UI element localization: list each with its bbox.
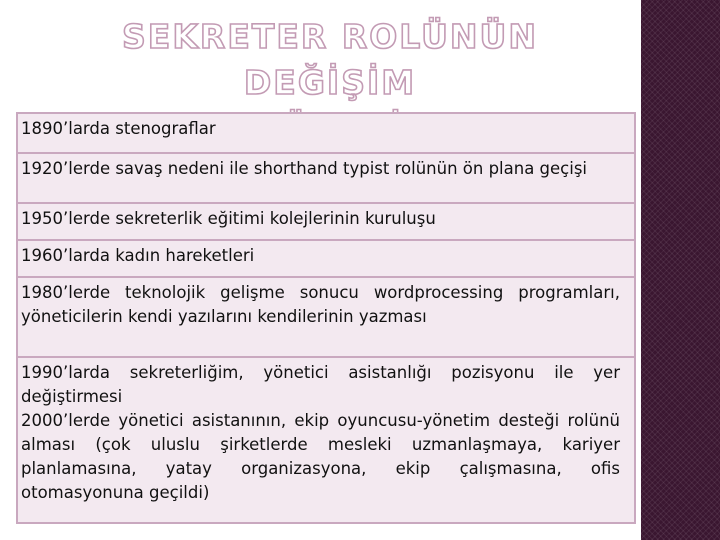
table-row [18,114,634,152]
row-text: 2000’lerde yönetici asistanının, ekip oyuncusu-yönetim desteği rolünü alması (çok uluslu şirketlerde mesleki uzmanlaşmaya, kariyer planlamasına, yatay organizasyona, ekip çalışmasına, ofis otomasyonuna geçildi) [21,411,620,502]
table-row [18,356,634,522]
title-line-1: SEKRETER ROLÜNÜN DEĞİŞİM [122,17,538,102]
row-text: 1890’larda stenograflar [21,119,216,138]
table-row [18,202,634,239]
decorative-side-panel [641,0,720,540]
table-row [18,276,634,356]
table-row [18,239,634,276]
timeline-table [16,112,636,524]
row-text: 1950’lerde sekreterlik eğitimi kolejlerinin kuruluşu [21,209,436,228]
row-text: 1980’lerde teknolojik gelişme sonucu wordprocessing programları, yöneticilerin kendi yazılarını kendilerinin yazması [21,283,620,326]
row-text: 1990’larda sekreterliğim, yönetici asistanlığı pozisyonu ile yer değiştirmesi [21,363,620,406]
row-text: 1920’lerde savaş nedeni ile shorthand typist rolünün ön plana geçişi [21,159,588,178]
row-text: 1960’larda kadın hareketleri [21,246,255,265]
table-row [18,152,634,202]
